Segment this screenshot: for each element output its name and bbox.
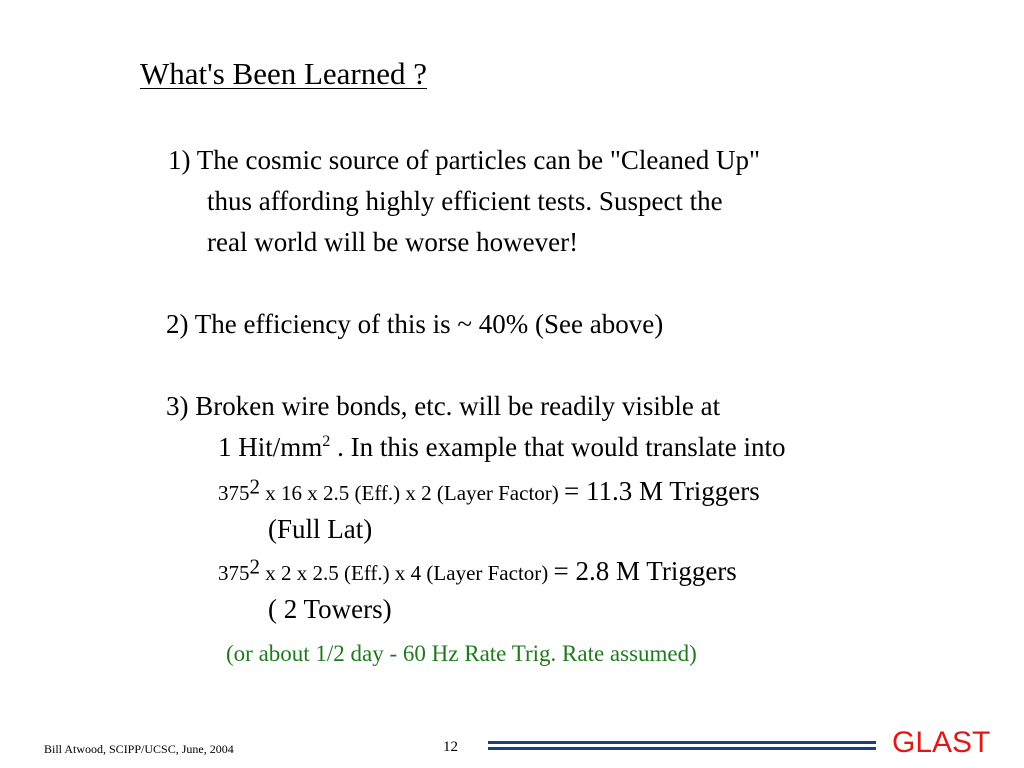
- item-2: 2) The efficiency of this is ~ 40% (See above): [166, 309, 664, 339]
- page-number: 12: [443, 739, 458, 755]
- superscript: 2: [322, 432, 331, 450]
- calc-base: 375: [218, 561, 250, 585]
- translation-text: . In this example that would translate into: [330, 432, 786, 462]
- calculation-full-lat: [218, 476, 760, 507]
- footer-credit: Bill Atwood, SCIPP/UCSC, June, 2004: [44, 742, 234, 756]
- item-1-line-2: thus affording highly efficient tests. Suspect the: [207, 186, 723, 216]
- item-1-line-1: 1) The cosmic source of particles can be "Cleaned Up": [168, 145, 761, 175]
- footer-rule-top: [488, 741, 876, 744]
- calc-factors: x 2 x 2.5 (Eff.) x 4 (Layer Factor): [260, 561, 554, 585]
- calc-full-lat-label: (Full Lat): [268, 514, 373, 544]
- calculation-two-towers: [218, 556, 737, 587]
- calc-result: = 11.3 M Triggers: [564, 476, 760, 506]
- glast-logo: GLAST: [892, 726, 991, 759]
- calc-factors: x 16 x 2.5 (Eff.) x 2 (Layer Factor): [260, 481, 565, 505]
- calc-result: = 2.8 M Triggers: [553, 556, 737, 586]
- rate-note: (or about 1/2 day - 60 Hz Rate Trig. Rate assumed): [226, 641, 697, 666]
- calc-superscript: 2: [249, 474, 260, 499]
- item-3-line-2: [218, 432, 786, 463]
- item-1-line-3: real world will be worse however!: [207, 227, 579, 257]
- footer-rule-bottom: [488, 747, 876, 750]
- item-3-line-1: 3) Broken wire bonds, etc. will be readily visible at: [166, 391, 721, 421]
- hit-density-text: 1 Hit/mm: [218, 432, 323, 462]
- calc-two-towers-label: ( 2 Towers): [268, 594, 392, 624]
- calc-base: 375: [218, 481, 250, 505]
- calc-superscript: 2: [249, 554, 260, 579]
- slide-title: What's Been Learned ?: [140, 56, 428, 91]
